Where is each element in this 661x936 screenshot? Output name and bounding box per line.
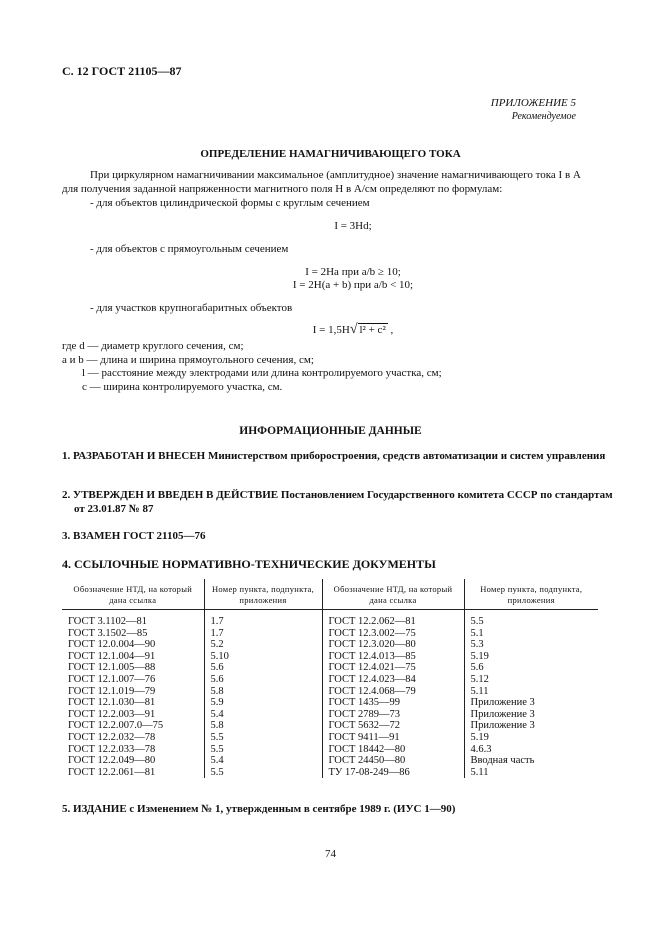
table-row — [62, 732, 598, 744]
info-title: ИНФОРМАЦИОННЫЕ ДАННЫЕ — [239, 425, 422, 437]
cell: Вводная часть — [464, 755, 598, 767]
definitions — [62, 340, 598, 394]
sqrt-symbol: √ — [349, 322, 358, 337]
formula-large — [85, 322, 621, 338]
cell: ГОСТ 12.1.019—79 — [68, 685, 156, 697]
cell: 5.5 — [204, 767, 322, 779]
cell: 5.10 — [204, 651, 322, 663]
table-row — [62, 744, 598, 756]
cell: 5.1 — [464, 628, 598, 640]
cell: 5.12 — [464, 674, 598, 686]
cell: ГОСТ 12.2.003—91 — [68, 708, 156, 720]
cell: ГОСТ 12.4.013—85 — [322, 651, 464, 663]
appendix-title: ПРИЛОЖЕНИЕ 5 — [490, 97, 576, 109]
cell: ГОСТ 2789—73 — [322, 709, 464, 721]
cell: 5.9 — [204, 697, 322, 709]
appendix-status: Рекомендуемое — [511, 111, 576, 122]
cell: 1.7 — [204, 628, 322, 640]
info-section-2: 2. УТВЕРЖДЕН И ВВЕДЕН В ДЕЙСТВИЕ Постановлением Государственного комитета СССР по стандартам от 23.01.87 № 87 — [62, 489, 613, 515]
page-header: С. 12 ГОСТ 21105—87 — [62, 64, 182, 78]
cell: ГОСТ 12.1.030—81 — [68, 697, 156, 709]
cell: 5.6 — [204, 662, 322, 674]
large-objects-label: - для участков крупногабаритных объектов — [90, 302, 293, 314]
cell: 5.5 — [204, 744, 322, 756]
cell: 5.8 — [204, 720, 322, 732]
cell: ГОСТ 12.2.049—80 — [68, 755, 156, 767]
def-l: l — расстояние между электродами или длина контролируемого участка, см; — [82, 367, 442, 379]
cell: ГОСТ 3.1502—85 — [68, 627, 148, 639]
cell: ГОСТ 18442—80 — [322, 744, 464, 756]
cell: 5.19 — [464, 651, 598, 663]
cell: 5.19 — [464, 732, 598, 744]
formula-cylinder: I = 3Hd; — [334, 220, 372, 232]
info-section-1: 1. РАЗРАБОТАН И ВНЕСЕН Министерством приборостроения, средств автоматизации и систем управления — [62, 450, 606, 462]
cell: 5.3 — [464, 639, 598, 651]
cylinder-label: - для объектов цилиндрической формы с круглым сечением — [90, 197, 370, 209]
col-header-item-2: Номер пункта, подпункта, приложения — [464, 579, 598, 610]
cell: ГОСТ 9411—91 — [322, 732, 464, 744]
table-row — [62, 697, 598, 709]
cell: ГОСТ 12.4.023—84 — [322, 674, 464, 686]
cell: ГОСТ 12.3.020—80 — [322, 639, 464, 651]
def-ab: a и b — длина и ширина прямоугольного сечения, см; — [62, 353, 314, 366]
info-section-3: 3. ВЗАМЕН ГОСТ 21105—76 — [62, 530, 206, 542]
cell: ГОСТ 1435—99 — [322, 697, 464, 709]
cell: ГОСТ 12.1.004—91 — [68, 650, 156, 662]
cell: 5.11 — [464, 767, 598, 779]
formula-large-prefix: I = 1,5H — [312, 324, 350, 336]
cell: 5.4 — [204, 755, 322, 767]
col-header-item-1: Номер пункта, подпункта, приложения — [204, 579, 322, 610]
cell: ГОСТ 12.2.007.0—75 — [68, 720, 164, 732]
section-title: ОПРЕДЕЛЕНИЕ НАМАГНИЧИВАЮЩЕГО ТОКА — [200, 148, 461, 160]
cell: ГОСТ 12.1.007—76 — [68, 673, 156, 685]
table-row — [62, 709, 598, 721]
cell: 5.6 — [464, 662, 598, 674]
table-row — [62, 610, 598, 628]
table-row — [62, 628, 598, 640]
col-header-ntd-2: Обозначение НТД, на который дана ссылка — [322, 579, 464, 610]
cell: 1.7 — [204, 610, 322, 628]
table-header-row — [62, 579, 598, 610]
cell: ГОСТ 12.2.062—81 — [322, 610, 464, 628]
table-row — [62, 686, 598, 698]
cell: ГОСТ 12.4.068—79 — [322, 686, 464, 698]
cell: ГОСТ 12.0.004—90 — [68, 639, 156, 651]
cell: 5.5 — [464, 610, 598, 628]
cell: 5.2 — [204, 639, 322, 651]
formula-rect-1: I = 2Ha при a/b ≥ 10; — [305, 266, 401, 278]
formula-rect-2: I = 2H(a + b) при a/b < 10; — [292, 279, 414, 291]
table-row — [62, 662, 598, 674]
table-row — [62, 755, 598, 767]
edition-note: 5. ИЗДАНИЕ с Изменением № 1, утвержденным в сентябре 1989 г. (ИУС 1—90) — [62, 803, 456, 815]
def-d: где d — диаметр круглого сечения, см; — [62, 340, 244, 352]
table-row — [62, 720, 598, 732]
cell: ГОСТ 12.2.033—78 — [68, 743, 156, 755]
cell: 5.6 — [204, 674, 322, 686]
page-number: 74 — [325, 848, 336, 860]
cell: ТУ 17-08-249—86 — [322, 767, 464, 779]
table-row — [62, 651, 598, 663]
cell: ГОСТ 12.4.021—75 — [322, 662, 464, 674]
formula-large-radicand: l² + c² — [359, 324, 386, 336]
cell: Приложение 3 — [464, 697, 598, 709]
cell: ГОСТ 5632—72 — [322, 720, 464, 732]
cell: 5.5 — [204, 732, 322, 744]
appendix-label — [491, 97, 576, 123]
cell: 4.6.3 — [464, 744, 598, 756]
table-row — [62, 674, 598, 686]
col-header-ntd-1: Обозначение НТД, на который дана ссылка — [62, 579, 204, 610]
info-section-4: 4. ССЫЛОЧНЫЕ НОРМАТИВНО-ТЕХНИЧЕСКИЕ ДОКУМЕНТЫ — [62, 557, 436, 571]
reference-table — [62, 579, 598, 778]
cell: ГОСТ 12.2.032—78 — [68, 731, 156, 743]
cell: 5.8 — [204, 686, 322, 698]
cell: 5.4 — [204, 709, 322, 721]
table-row — [62, 767, 598, 779]
cell: ГОСТ 12.3.002—75 — [322, 628, 464, 640]
formula-large-suffix: , — [387, 324, 394, 336]
table-row — [62, 639, 598, 651]
rect-label: - для объектов с прямоугольным сечением — [90, 243, 289, 255]
intro-paragraph: При циркулярном намагничивании максимальное (амплитудное) значение намагничивающего тока I в А для получения заданной напряженности магнитного поля H в А/см определяют по формулам: — [62, 169, 581, 195]
cell: 5.11 — [464, 686, 598, 698]
cell: ГОСТ 24450—80 — [322, 755, 464, 767]
cell: Приложение 3 — [464, 720, 598, 732]
cell: ГОСТ 12.2.061—81 — [68, 766, 156, 778]
def-c: c — ширина контролируемого участка, см. — [82, 380, 283, 393]
cell: ГОСТ 3.1102—81 — [68, 616, 148, 627]
cell: ГОСТ 12.1.005—88 — [68, 662, 156, 674]
cell: Приложение 3 — [464, 709, 598, 721]
